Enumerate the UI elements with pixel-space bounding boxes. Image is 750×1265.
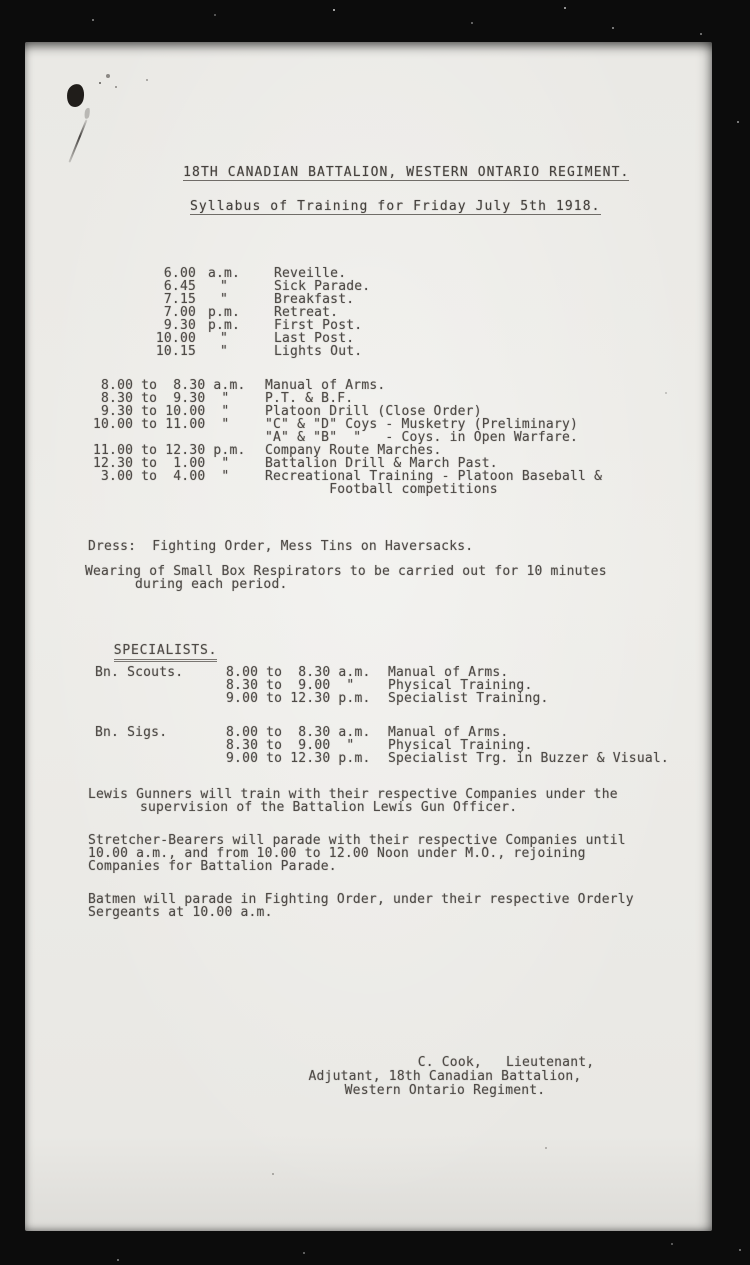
batmen-note-line1: Batmen will parade in Fighting Order, under their respective Orderly [88, 892, 634, 907]
daily-meridiem: a.m. [207, 266, 241, 281]
training-period: 3.00 to 4.00 " [93, 469, 230, 484]
daily-meridiem: " [219, 331, 229, 346]
signature-regiment: Western Ontario Regiment. [344, 1083, 546, 1098]
training-activity: Company Route Marches. [265, 443, 442, 458]
stretcher-note-line3: Companies for Battalion Parade. [88, 859, 337, 874]
daily-activity: Reveille. [274, 266, 347, 281]
lewis-note-line2: supervision of the Battalion Lewis Gun Officer. [140, 800, 518, 815]
daily-meridiem: " [219, 279, 229, 294]
scouts-period: 9.00 to 12.30 p.m. [218, 691, 371, 706]
training-period: 9.30 to 10.00 " [93, 404, 230, 419]
document-title-text: 18TH CANADIAN BATTALION, WESTERN ONTARIO REGIMENT. [183, 165, 630, 180]
daily-time: 10.15 [155, 344, 196, 359]
training-activity: Football competitions [265, 482, 498, 497]
respirator-note-line1: Wearing of Small Box Respirators to be carried out for 10 minutes [85, 564, 607, 579]
training-activity: "A" & "B" " - Coys. in Open Warfare. [265, 430, 579, 445]
scouts-activity: Specialist Training. [388, 691, 549, 706]
daily-time: 9.30 [163, 318, 196, 333]
sigs-period: 8.30 to 9.00 " [218, 738, 355, 753]
training-activity: "C" & "D" Coys - Musketry (Preliminary) [265, 417, 579, 432]
daily-time: 7.15 [163, 292, 196, 307]
document-page [25, 42, 712, 1231]
sigs-activity: Manual of Arms. [388, 725, 509, 740]
scouts-activity: Manual of Arms. [388, 665, 509, 680]
document-subtitle-text: Syllabus of Training for Friday July 5th 1918. [189, 199, 601, 214]
training-activity: Battalion Drill & March Past. [265, 456, 498, 471]
training-period [93, 483, 245, 496]
training-activity: P.T. & B.F. [265, 391, 354, 406]
background-dust-specks [0, 0, 2, 2]
daily-activity: Retreat. [274, 305, 339, 320]
daily-activity: Last Post. [274, 331, 355, 346]
sigs-label: Bn. Sigs. [95, 725, 168, 740]
daily-meridiem: p.m. [207, 305, 241, 320]
respirator-note-line2: during each period. [135, 577, 288, 592]
daily-routine-row [152, 345, 362, 358]
training-period: 8.00 to 8.30 a.m. [93, 378, 246, 393]
sigs-activity: Specialist Trg. in Buzzer & Visual. [388, 751, 669, 766]
training-activity: Recreational Training - Platoon Baseball & [265, 469, 603, 484]
sigs-period: 9.00 to 12.30 p.m. [218, 751, 371, 766]
daily-time: 6.45 [163, 279, 196, 294]
training-period: 11.00 to 12.30 p.m. [93, 443, 246, 458]
daily-time: 6.00 [163, 266, 196, 281]
daily-activity: Lights Out. [274, 344, 363, 359]
daily-activity: Sick Parade. [274, 279, 371, 294]
sigs-row [218, 752, 669, 765]
scouts-period: 8.00 to 8.30 a.m. [218, 665, 371, 680]
sigs-period: 8.00 to 8.30 a.m. [218, 725, 371, 740]
batmen-note-line2: Sergeants at 10.00 a.m. [88, 905, 273, 920]
stretcher-note-line2: 10.00 a.m., and from 10.00 to 12.00 Noon under M.O., rejoining [88, 846, 586, 861]
scouts-period: 8.30 to 9.00 " [218, 678, 355, 693]
lewis-note-line1: Lewis Gunners will train with their respective Companies under the [88, 787, 618, 802]
signature-name: C. Cook, Lieutenant, [417, 1055, 595, 1070]
sigs-activity: Physical Training. [388, 738, 533, 753]
training-period: 8.30 to 9.30 " [93, 391, 230, 406]
scouts-activity: Physical Training. [388, 678, 533, 693]
ink-blot-mark [65, 83, 85, 108]
scouts-row [218, 692, 549, 705]
paper-dust-specks [25, 42, 27, 44]
specialists-heading-text: SPECIALISTS. [114, 644, 218, 662]
daily-meridiem: p.m. [207, 318, 241, 333]
training-period: 12.30 to 1.00 " [93, 456, 230, 471]
training-schedule-row [93, 483, 498, 496]
dress-note: Dress: Fighting Order, Mess Tins on Haversacks. [88, 539, 474, 554]
daily-time: 7.00 [163, 305, 196, 320]
daily-meridiem: " [219, 344, 229, 359]
daily-meridiem: " [219, 292, 229, 307]
daily-activity: First Post. [274, 318, 363, 333]
daily-time: 10.00 [155, 331, 196, 346]
signature-role: Adjutant, 18th Canadian Battalion, [308, 1069, 582, 1084]
training-activity: Manual of Arms. [265, 378, 386, 393]
training-period: 10.00 to 11.00 " [93, 417, 230, 432]
stretcher-note-line1: Stretcher-Bearers will parade with their respective Companies until [88, 833, 626, 848]
training-activity: Platoon Drill (Close Order) [265, 404, 482, 419]
scouts-label: Bn. Scouts. [95, 665, 184, 680]
document-subtitle [25, 187, 712, 228]
daily-activity: Breakfast. [274, 292, 355, 307]
